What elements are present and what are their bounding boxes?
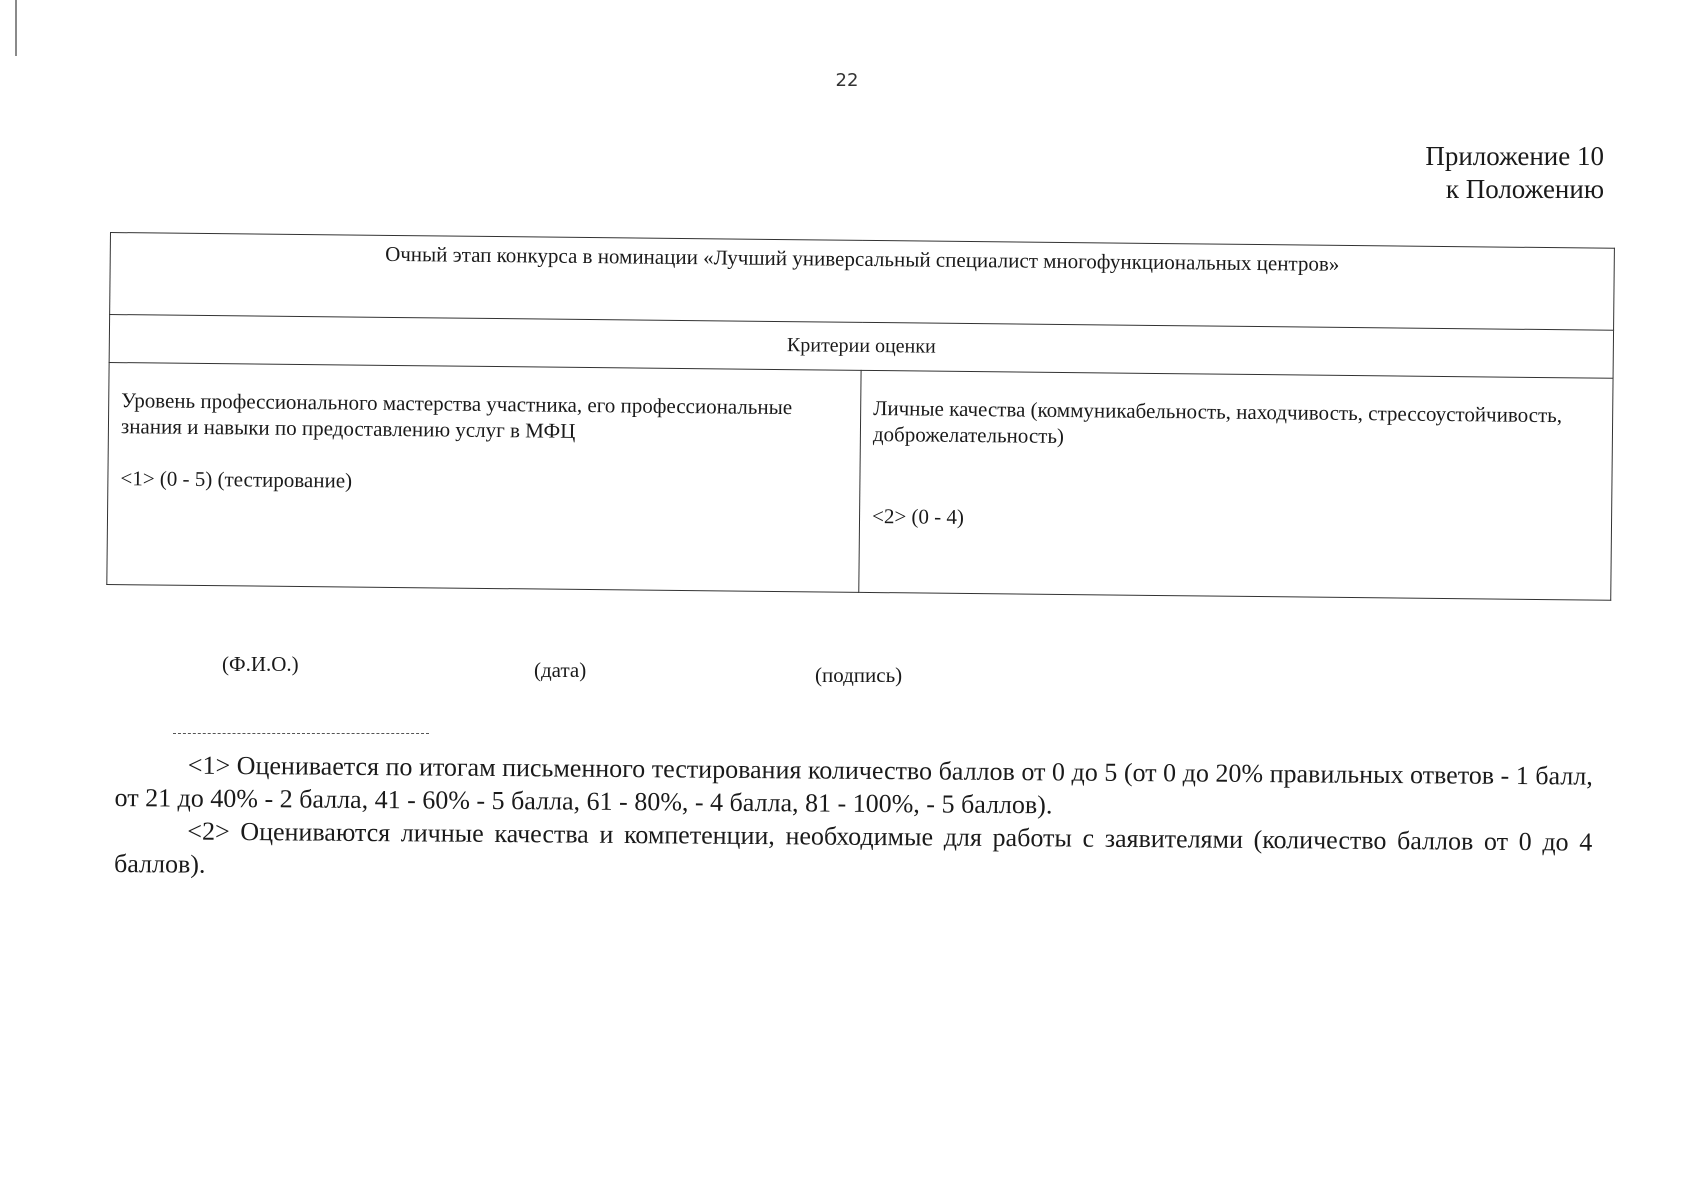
criterion-personal-qualities xyxy=(859,370,1613,600)
footnote-1: <1> Оценивается по итогам письменного тестирования количество баллов от 0 до 5 (от 0 до 20% правильных ответов - 1 балл, от 21 до 40% - 2 балла, 41 - 60% - 5 балла, 61 - 80%, - 4 балла, 81 - 100%, - 5 баллов). xyxy=(114,750,1593,820)
signature-date-label: (дата) xyxy=(534,658,587,682)
criterion-text: Личные качества (коммуникабельность, находчивость, стрессоустойчивость, доброжелательность) xyxy=(872,396,1563,449)
criterion-professional-skill xyxy=(107,362,861,592)
signature-sign-label: (подпись) xyxy=(815,663,903,687)
page-number: 22 xyxy=(835,70,859,91)
footnotes xyxy=(114,748,1593,892)
signature-fio-label: (Ф.И.О.) xyxy=(222,652,299,676)
footnote-divider xyxy=(173,733,429,734)
criterion-score-range: <1> (0 - 5) (тестирование) xyxy=(120,466,353,493)
scan-edge-line xyxy=(15,0,17,56)
table-title-row xyxy=(110,233,1615,331)
criterion-score-range: <2> (0 - 4) xyxy=(871,503,965,529)
appendix-line-1: Приложение 10 xyxy=(1425,141,1604,171)
criteria-header: Критерии оценки xyxy=(109,315,1613,379)
footnote-2: <2> Оцениваются личные качества и компетенции, необходимые для работы с заявителями (количество баллов от 0 до 4 баллов). xyxy=(113,816,1593,879)
appendix-line-2: к Положению xyxy=(1445,174,1604,204)
criteria-table xyxy=(106,232,1615,601)
criteria-table-wrapper xyxy=(106,232,1615,601)
criterion-text: Уровень профессионального мастерства участника, его профессиональные знания и навыки по предоставлению услуг в МФЦ xyxy=(120,388,793,443)
table-title: Очный этап конкурса в номинации «Лучший универсальный специалист многофункциональных центров» xyxy=(110,233,1615,331)
criteria-columns-row xyxy=(107,362,1613,600)
appendix-heading xyxy=(1425,140,1604,206)
